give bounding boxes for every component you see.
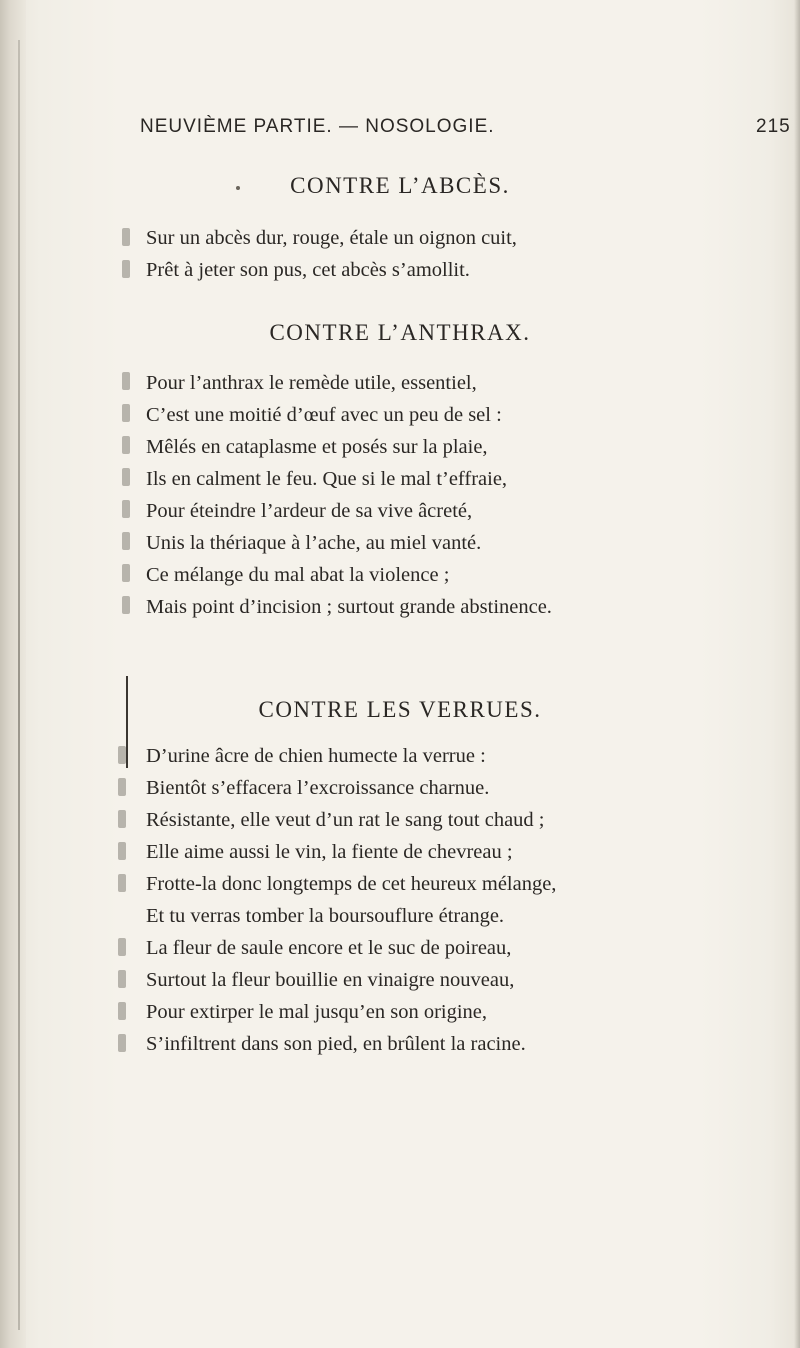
verse-line: Unis la thériaque à l’ache, au miel vanté. xyxy=(146,532,482,554)
margin-bleed-mark xyxy=(122,532,130,550)
margin-bleed-mark xyxy=(122,596,130,614)
verse-line: Ils en calment le feu. Que si le mal t’effraie, xyxy=(146,468,508,490)
margin-bleed-mark xyxy=(122,404,130,422)
verse-line: D’urine âcre de chien humecte la verrue : xyxy=(146,745,486,767)
page-edge-right xyxy=(794,0,800,1348)
verse-line: Pour éteindre l’ardeur de sa vive âcreté, xyxy=(146,500,473,522)
margin-bleed-mark xyxy=(118,1034,126,1052)
margin-bleed-mark xyxy=(122,436,130,454)
verse-line: Mais point d’incision ; surtout grande abstinence. xyxy=(146,596,552,618)
verse-anthrax xyxy=(146,367,552,623)
gutter-shadow-line xyxy=(18,40,20,1330)
verse-abces xyxy=(146,222,517,286)
verse-line: C’est une moitié d’œuf avec un peu de sel : xyxy=(146,404,502,426)
verse-line: Et tu verras tomber la boursouflure étrange. xyxy=(146,905,505,927)
verse-line: Résistante, elle veut d’un rat le sang tout chaud ; xyxy=(146,809,545,831)
margin-bleed-mark xyxy=(122,564,130,582)
verse-line: Mêlés en cataplasme et posés sur la plaie, xyxy=(146,436,488,458)
margin-bleed-mark xyxy=(118,778,126,796)
section-title-abces: CONTRE L’ABCÈS. xyxy=(290,173,510,198)
margin-bleed-mark xyxy=(118,842,126,860)
margin-bleed-mark xyxy=(122,468,130,486)
verse-line: S’infiltrent dans son pied, en brûlent la racine. xyxy=(146,1033,526,1055)
section-title-anthrax: CONTRE L’ANTHRAX. xyxy=(269,320,531,345)
margin-bleed-mark xyxy=(118,970,126,988)
decorative-dot xyxy=(236,186,240,190)
margin-bleed-mark xyxy=(122,228,130,246)
page-gutter xyxy=(0,0,26,1348)
verse-line: Surtout la fleur bouillie en vinaigre nouveau, xyxy=(146,969,515,991)
verse-line: Sur un abcès dur, rouge, étale un oignon cuit, xyxy=(146,227,517,249)
verse-verrues xyxy=(146,740,556,1060)
margin-bracket xyxy=(126,676,128,768)
running-head: NEUVIÈME PARTIE. — NOSOLOGIE. xyxy=(140,116,495,137)
verse-line: Bientôt s’effacera l’excroissance charnue. xyxy=(146,777,490,799)
margin-bleed-mark xyxy=(122,260,130,278)
verse-line: Ce mélange du mal abat la violence ; xyxy=(146,564,450,586)
margin-bleed-mark xyxy=(118,938,126,956)
verse-line: Pour l’anthrax le remède utile, essentiel, xyxy=(146,372,477,394)
page-number: 215 xyxy=(756,116,791,137)
verse-line: Elle aime aussi le vin, la fiente de chevreau ; xyxy=(146,841,513,863)
verse-line: La fleur de saule encore et le suc de poireau, xyxy=(146,937,512,959)
section-title-verrues: CONTRE LES VERRUES. xyxy=(258,697,542,722)
margin-bleed-mark xyxy=(122,372,130,390)
margin-bleed-mark xyxy=(118,874,126,892)
verse-line: Pour extirper le mal jusqu’en son origine, xyxy=(146,1001,488,1023)
margin-bleed-mark xyxy=(118,810,126,828)
margin-bleed-mark xyxy=(122,500,130,518)
margin-bleed-mark xyxy=(118,1002,126,1020)
verse-line: Prêt à jeter son pus, cet abcès s’amollit. xyxy=(146,259,470,281)
verse-line: Frotte-la donc longtemps de cet heureux mélange, xyxy=(146,873,557,895)
margin-bleed-mark xyxy=(118,746,126,764)
